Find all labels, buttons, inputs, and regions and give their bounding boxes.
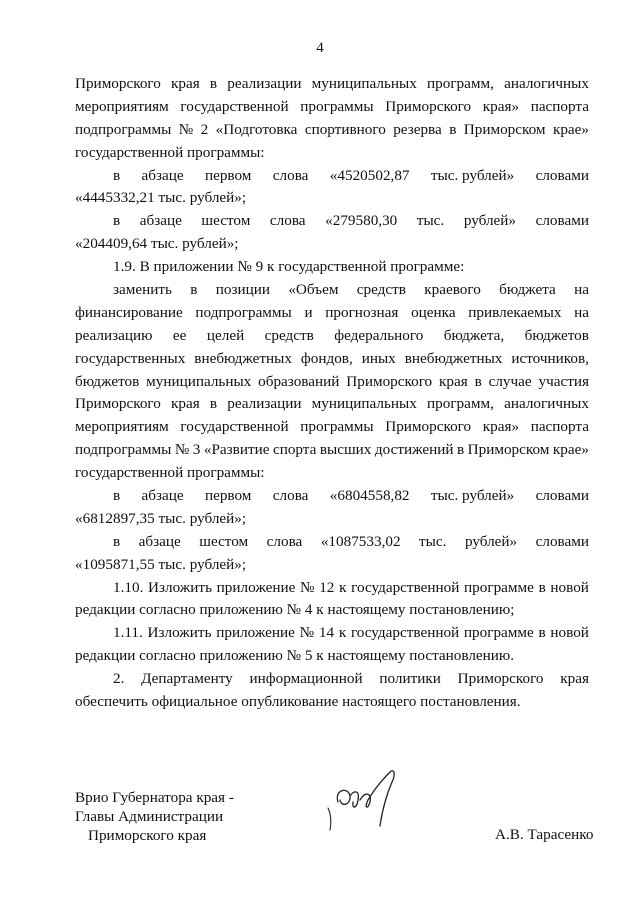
signatory-position bbox=[75, 788, 234, 845]
word: программ, bbox=[427, 395, 494, 413]
word: в bbox=[474, 372, 482, 390]
word: достижений bbox=[374, 441, 454, 459]
word: краевого bbox=[424, 281, 481, 299]
word: финансирование bbox=[75, 303, 183, 321]
word: «Объем bbox=[288, 281, 339, 299]
word: абзаце bbox=[141, 487, 184, 505]
word: аналогичных bbox=[504, 395, 589, 413]
word: в bbox=[113, 212, 121, 230]
word: государственной bbox=[350, 624, 460, 642]
text-line bbox=[75, 302, 589, 325]
word: фондов, bbox=[300, 349, 353, 367]
word: спорта bbox=[272, 441, 317, 459]
word: программ, bbox=[427, 75, 494, 92]
word: первом bbox=[204, 487, 252, 505]
word: целей bbox=[206, 326, 245, 344]
word: государственной bbox=[351, 578, 460, 596]
word: бюджетов bbox=[524, 326, 589, 344]
word: в bbox=[113, 487, 121, 505]
word: новой bbox=[550, 578, 589, 596]
text-line bbox=[75, 462, 589, 485]
word: подпрограммы bbox=[75, 120, 172, 138]
text-line bbox=[75, 187, 589, 210]
text-line bbox=[75, 210, 589, 233]
word: и bbox=[304, 303, 313, 321]
word: «204409,64 тыс. рублей»; bbox=[75, 235, 239, 253]
word: словами bbox=[535, 532, 589, 550]
word: новой bbox=[550, 624, 589, 642]
text-line bbox=[75, 577, 589, 600]
text-line bbox=[75, 691, 589, 714]
text-line bbox=[75, 96, 589, 119]
word: «1095871,55 тыс. рублей»; bbox=[75, 555, 247, 573]
word: паспорта bbox=[530, 97, 589, 115]
word: Приморского bbox=[457, 670, 544, 688]
word: словами bbox=[535, 212, 589, 230]
word: Приморского bbox=[385, 97, 472, 115]
word: иных bbox=[361, 349, 396, 367]
word: участия bbox=[538, 372, 589, 390]
word: в bbox=[113, 166, 121, 184]
text-line bbox=[75, 531, 589, 554]
word: 3 bbox=[192, 441, 201, 459]
word: бюджета bbox=[499, 281, 556, 299]
word: к bbox=[338, 624, 347, 642]
word: № bbox=[174, 441, 190, 459]
word: реализации bbox=[227, 75, 302, 92]
word: муниципальных bbox=[311, 75, 417, 92]
word: тыс. bbox=[416, 212, 445, 230]
word: реализации bbox=[227, 395, 302, 413]
text-line bbox=[75, 256, 589, 279]
word: внебюджетных bbox=[194, 349, 292, 367]
word: «4445332,21 тыс. рублей»; bbox=[75, 189, 247, 207]
word: абзаце bbox=[139, 212, 182, 230]
word: в bbox=[209, 395, 218, 413]
word: внебюджетных bbox=[404, 349, 503, 367]
text-line bbox=[75, 554, 589, 577]
word: привлекаемых bbox=[468, 303, 562, 321]
word: тыс. bbox=[419, 532, 447, 550]
word: Приморского bbox=[346, 372, 433, 390]
word: государственной bbox=[180, 418, 289, 436]
word: № bbox=[300, 578, 315, 596]
word: позиции bbox=[215, 281, 270, 299]
word: подпрограммы bbox=[195, 303, 292, 321]
word: 12 bbox=[319, 578, 335, 596]
word: «4520502,87 bbox=[329, 166, 410, 184]
word: 2 bbox=[200, 120, 209, 138]
word: 1.11. bbox=[113, 624, 143, 642]
word: бюджета, bbox=[443, 326, 505, 344]
word: высших bbox=[319, 441, 372, 459]
word: № bbox=[299, 624, 315, 642]
word: края bbox=[171, 395, 200, 413]
word: Приморском bbox=[467, 441, 550, 459]
text-line bbox=[75, 668, 589, 691]
text-line bbox=[75, 599, 589, 622]
word: абзаце bbox=[141, 166, 184, 184]
word: на bbox=[574, 281, 589, 299]
word: мероприятиям bbox=[75, 97, 169, 115]
word: ее bbox=[172, 326, 187, 344]
word: аналогичных bbox=[504, 75, 589, 92]
word: шестом bbox=[201, 212, 251, 230]
signer-name: А.В. Тарасенко bbox=[495, 826, 594, 843]
word: рублей» bbox=[464, 532, 518, 550]
text-line bbox=[75, 645, 589, 668]
word: слова bbox=[266, 532, 303, 550]
word: информационной bbox=[249, 670, 363, 688]
word: подпрограммы bbox=[75, 441, 172, 459]
word: «1087533,02 bbox=[320, 532, 401, 550]
word: в bbox=[113, 532, 121, 550]
word: края bbox=[560, 670, 589, 688]
word: в bbox=[538, 578, 546, 596]
word: крае» bbox=[552, 441, 589, 459]
word: муниципальных bbox=[146, 372, 252, 390]
word: источников, bbox=[511, 349, 589, 367]
word: бюджетов bbox=[75, 372, 140, 390]
word: редакции согласно приложению № 5 к настоящему постановлению. bbox=[75, 647, 515, 665]
text-line bbox=[75, 485, 589, 508]
word: края bbox=[439, 372, 468, 390]
text-line bbox=[75, 165, 589, 188]
word: словами bbox=[535, 487, 589, 505]
word: программе bbox=[464, 578, 534, 596]
word: приложение bbox=[216, 578, 296, 596]
word: 2. bbox=[113, 670, 125, 688]
word: программы bbox=[300, 97, 374, 115]
word: спортивного bbox=[304, 120, 386, 138]
word: приложение bbox=[216, 624, 295, 642]
word: муниципальных bbox=[311, 395, 417, 413]
word: 14 bbox=[318, 624, 335, 642]
word: словами bbox=[535, 166, 589, 184]
word: «6812897,35 тыс. рублей»; bbox=[75, 509, 247, 527]
word: в bbox=[457, 441, 465, 459]
text-line bbox=[75, 371, 589, 394]
text-line bbox=[75, 73, 589, 96]
text-line bbox=[75, 508, 589, 531]
word: Приморского bbox=[75, 75, 161, 92]
word: слова bbox=[272, 166, 309, 184]
text-line bbox=[75, 233, 589, 256]
word: государственных bbox=[75, 349, 186, 367]
word: редакции согласно приложению № 4 к настоящему постановлению; bbox=[75, 601, 515, 619]
word: «279580,30 bbox=[325, 212, 398, 230]
word: «Подготовка bbox=[215, 120, 298, 138]
text-line bbox=[75, 142, 589, 165]
word: первом bbox=[204, 166, 252, 184]
word: случае bbox=[488, 372, 532, 390]
word: в bbox=[538, 624, 546, 642]
word: оценка bbox=[411, 303, 456, 321]
word: программе bbox=[463, 624, 534, 642]
word: государственной программы: bbox=[75, 464, 265, 482]
word: 1.9. В приложении № 9 к государственной программе: bbox=[113, 258, 465, 276]
word: мероприятиям bbox=[75, 418, 169, 436]
word: «Развитие bbox=[203, 441, 270, 459]
word: Изложить bbox=[148, 578, 212, 596]
word: края» bbox=[482, 97, 520, 115]
word: крае» bbox=[552, 120, 589, 138]
position-line-1: Врио Губернатора края - bbox=[75, 789, 234, 806]
word: паспорта bbox=[530, 418, 589, 436]
document-body bbox=[75, 73, 589, 714]
word: резерва bbox=[393, 120, 442, 138]
word: политики bbox=[379, 670, 441, 688]
word: Приморского bbox=[385, 418, 472, 436]
text-line bbox=[75, 348, 589, 371]
text-line bbox=[75, 279, 589, 302]
text-line bbox=[75, 393, 589, 416]
word: государственной программы: bbox=[75, 143, 265, 161]
position-line-3: Приморского края bbox=[88, 827, 207, 844]
word: слова bbox=[269, 212, 306, 230]
word: к bbox=[339, 578, 347, 596]
word: № bbox=[178, 120, 194, 138]
text-line bbox=[75, 325, 589, 348]
word: Приморском bbox=[463, 120, 546, 138]
word: средств bbox=[356, 281, 406, 299]
position-line-2: Главы Администрации bbox=[75, 808, 224, 825]
word: государственной bbox=[180, 97, 289, 115]
word: образований bbox=[258, 372, 340, 390]
word: программы bbox=[300, 418, 374, 436]
word: Приморского bbox=[75, 395, 161, 413]
word: «6804558,82 bbox=[329, 487, 410, 505]
word: реализацию bbox=[75, 326, 153, 344]
word: Изложить bbox=[147, 624, 212, 642]
word: федерального bbox=[334, 326, 424, 344]
word: тыс. рублей» bbox=[430, 166, 515, 184]
handwritten-signature bbox=[320, 760, 420, 840]
word: на bbox=[574, 303, 589, 321]
word: тыс. рублей» bbox=[430, 487, 515, 505]
word: абзаце bbox=[138, 532, 181, 550]
word: края» bbox=[482, 418, 520, 436]
text-line bbox=[75, 416, 589, 439]
word: прогнозная bbox=[325, 303, 399, 321]
word: шестом bbox=[199, 532, 249, 550]
word: обеспечить официальное опубликование настоящего постановления. bbox=[75, 693, 521, 711]
word: в bbox=[190, 281, 198, 299]
word: края bbox=[171, 75, 200, 92]
word: слова bbox=[272, 487, 309, 505]
page-number: 4 bbox=[316, 40, 324, 56]
text-line bbox=[75, 622, 589, 645]
word: Департаменту bbox=[141, 670, 233, 688]
word: заменить bbox=[113, 281, 172, 299]
word: в bbox=[449, 120, 457, 138]
text-line bbox=[75, 119, 589, 142]
word: в bbox=[209, 75, 218, 92]
word: 1.10. bbox=[113, 578, 144, 596]
text-line bbox=[75, 439, 589, 462]
word: средств bbox=[264, 326, 314, 344]
word: рублей» bbox=[463, 212, 516, 230]
